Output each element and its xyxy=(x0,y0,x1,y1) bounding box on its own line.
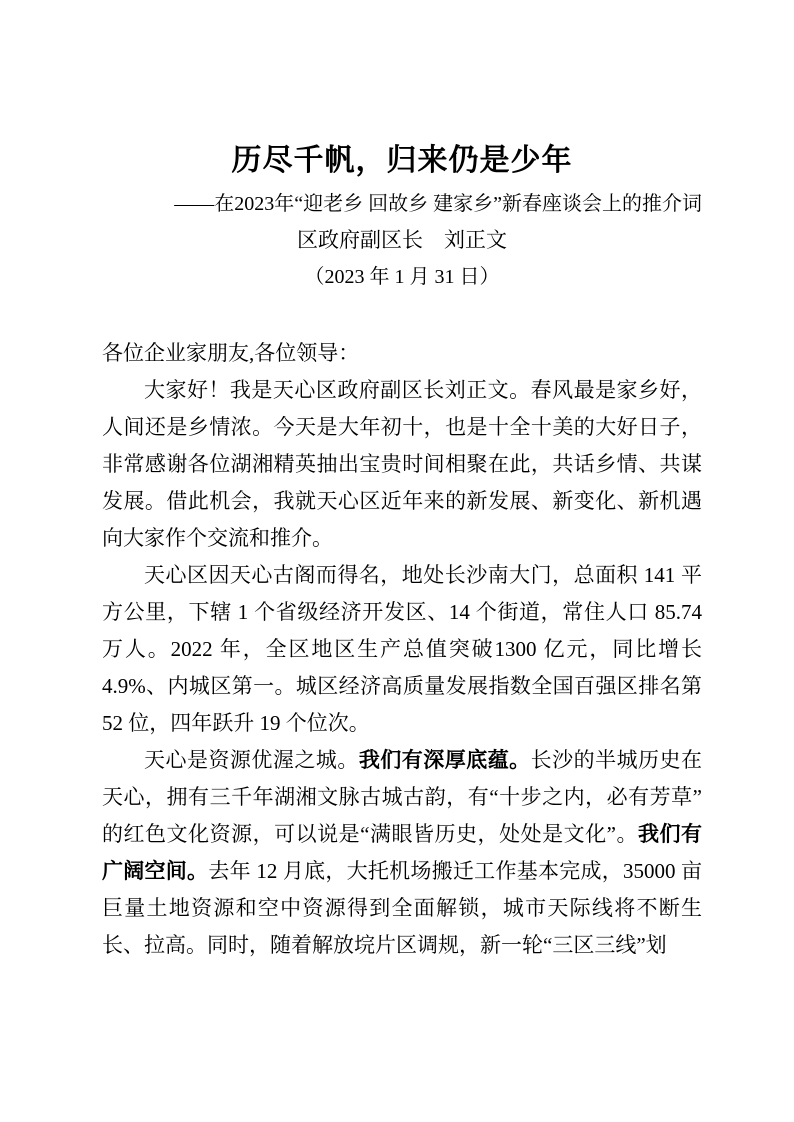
author-line: 区政府副区长 刘正文 xyxy=(297,228,507,252)
document-body xyxy=(102,335,702,964)
paragraph xyxy=(102,557,702,742)
body-text-segment: 天心区因天心古阁而得名，地处长沙南大门，总面积 141 平方公里，下辖 1 个省级经济开发区、14 个街道，常住人口 85.74 万人。2022 年，全区地区生产总值突破1300 亿元，同比增长4.9%、内城区第一。城区经济高质量发展指数全国百强区排名第 52 位，四年跃升 19 个位次。 xyxy=(102,563,702,735)
body-text-segment: 去年 12 月底，大托机场搬迁工作基本完成，35000 亩巨量土地资源和空中资源得到全面解锁，城市天际线将不断生长、拉高。同时，随着解放垸片区调规，新一轮“三区三线”划 xyxy=(102,859,703,957)
document-subtitle: ——在2023年“迎老乡 回故乡 建家乡”新春座谈会上的推介词 xyxy=(174,193,702,215)
document-title: 历尽千帆，归来仍是少年 xyxy=(231,144,573,177)
date-line: （2023 年 1 月 31 日） xyxy=(304,266,500,288)
body-text-segment: 长沙的半城历史在天心，拥有三千年湖湘文脉古城古韵，有“十步之内，必有芳草”的红色文化资源，可以说是“满眼皆历史，处处是文化”。 xyxy=(102,748,703,846)
emphasis-text-segment: 我们有深厚底蕴。 xyxy=(358,749,531,772)
body-text-segment: 天心是资源优渥之城。 xyxy=(144,748,359,772)
body-text-segment: 大家好！我是天心区政府副区长刘正文。春风最是家乡好，人间还是乡情浓。今天是大年初十，也是十全十美的大好日子，非常感谢各位湖湘精英抽出宝贵时间相聚在此，共话乡情、共谋发展。借此机会，我就天心区近年来的新发展、新变化、新机遇向大家作个交流和推介。 xyxy=(102,378,702,550)
greeting-line: 各位企业家朋友,各位领导： xyxy=(102,341,360,365)
emphasis-text-segment: 我们有广阔空间。 xyxy=(102,823,703,883)
paragraph xyxy=(102,742,702,964)
body-paragraphs xyxy=(102,372,702,964)
paragraph xyxy=(102,372,702,557)
